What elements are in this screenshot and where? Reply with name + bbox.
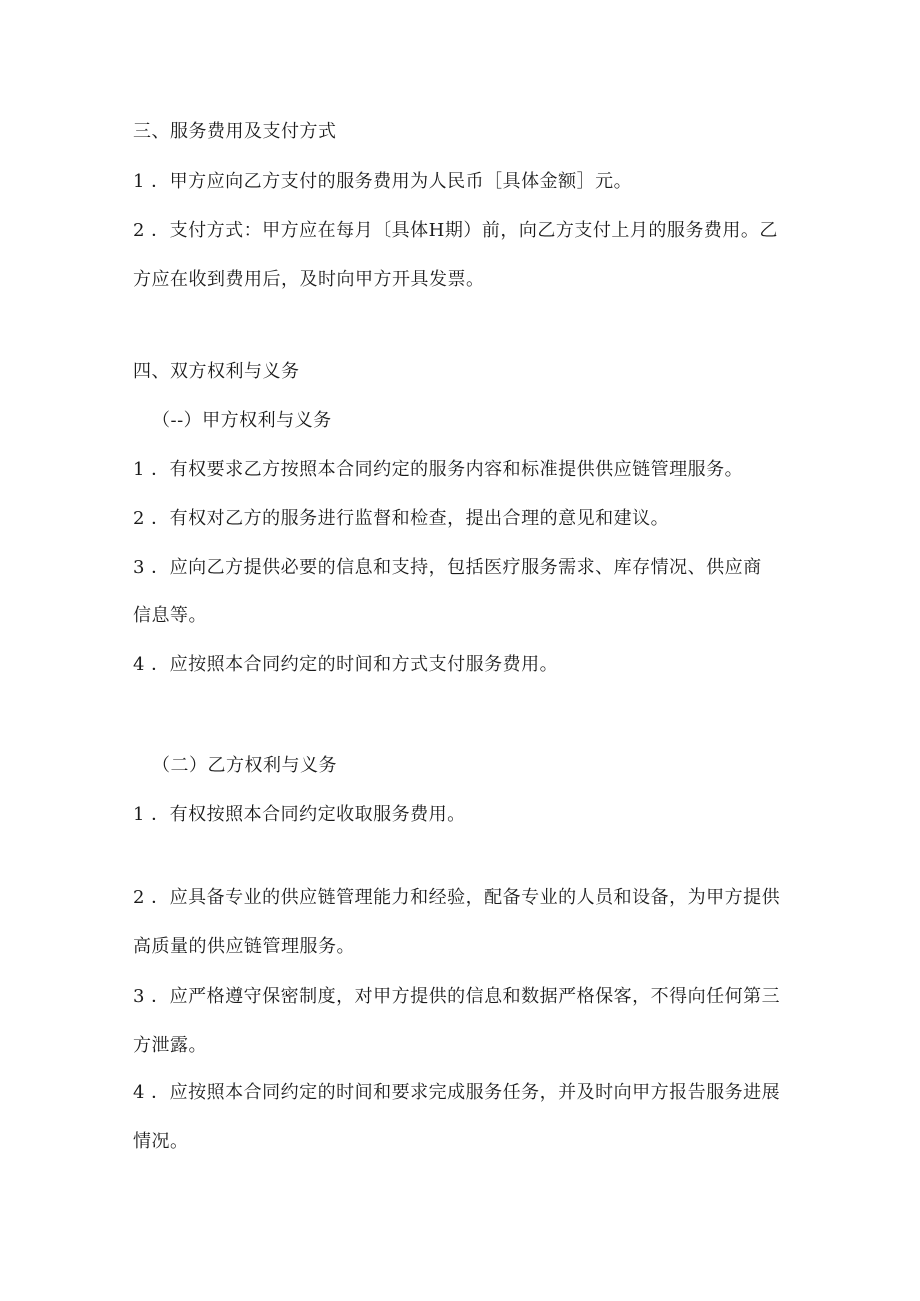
party-a-item3-line1: 3 ．应向乙方提供必要的信息和支持，包括医疗服务需求、库存情况、供应商	[133, 557, 762, 578]
section3-item2-line2: 方应在收到费用后，及时向甲方开具发票。	[133, 269, 485, 290]
party-a-item4: 4 ．应按照本合同约定的时间和方式支付服务费用。	[133, 654, 559, 675]
section3-item1: 1 ．甲方应向乙方支付的服务费用为人民币［具体金额］元。	[133, 171, 633, 192]
party-a-item1: 1 ．有权要求乙方按照本合同约定的服务内容和标准提供供应链管理服务。	[133, 459, 744, 480]
section3-item2-line1: 2 ．支付方式：甲方应在每月〔具体H期）前，向乙方支付上月的服务费用。乙	[133, 220, 778, 241]
party-b-item3-line1: 3 ．应严格遵守保密制度，对甲方提供的信息和数据严格保客，不得向任何第三	[133, 986, 781, 1007]
party-b-item1: 1 ．有权按照本合同约定收取服务费用。	[133, 804, 466, 825]
party-a-heading: （--）甲方权利与义务	[152, 410, 332, 431]
section3-heading: 三、服务费用及支付方式	[133, 121, 337, 142]
party-b-item3-line2: 方泄露。	[133, 1035, 207, 1056]
party-b-item4-line1: 4 ．应按照本合同约定的时间和要求完成服务任务，并及时向甲方报告服务进展	[133, 1082, 781, 1103]
party-b-heading: （二）乙方权利与义务	[152, 755, 337, 776]
section4-heading: 四、双方权利与义务	[133, 361, 300, 382]
party-b-item4-line2: 情况。	[133, 1131, 189, 1152]
party-b-item2-line2: 高质量的供应链管理服务。	[133, 936, 355, 957]
party-a-item3-line2: 信息等。	[133, 605, 207, 626]
party-a-item2: 2 ．有权对乙方的服务进行监督和检查，提出合理的意见和建议。	[133, 508, 670, 529]
party-b-item2-line1: 2 ．应具备专业的供应链管理能力和经验，配备专业的人员和设备，为甲方提供	[133, 887, 781, 908]
